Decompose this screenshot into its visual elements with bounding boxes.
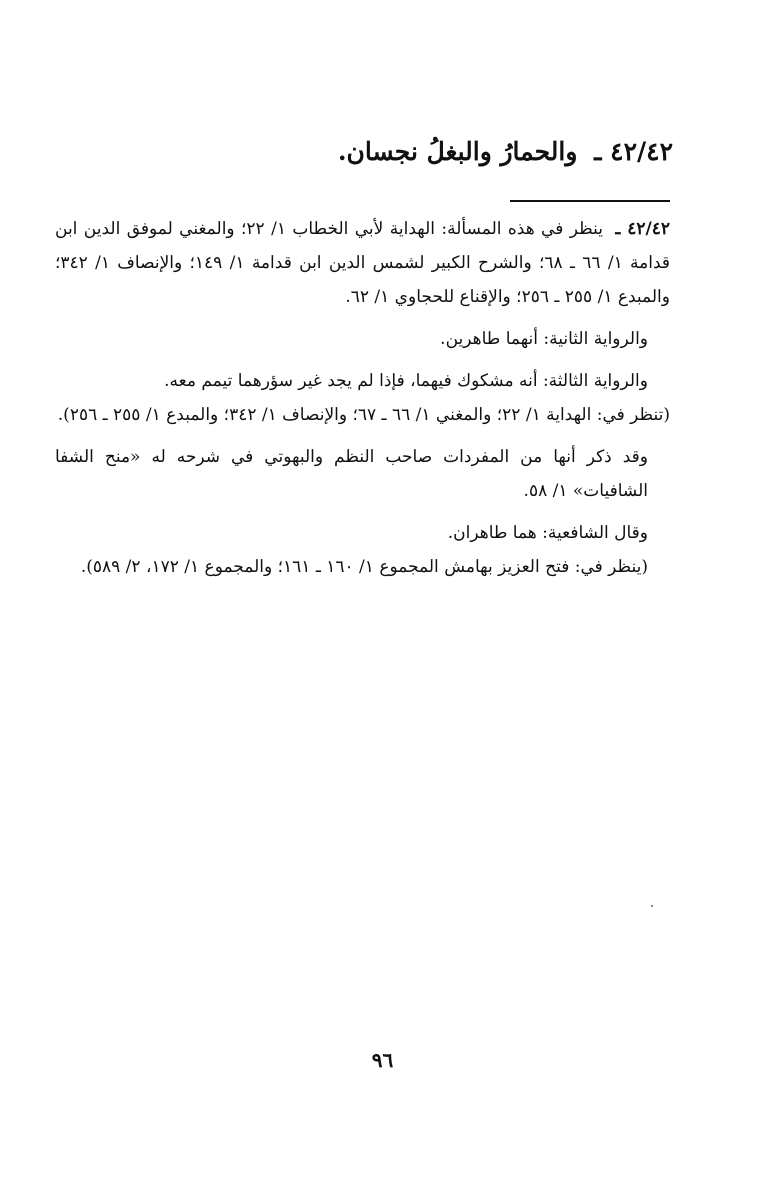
footnote-paragraph-shafii: وقال الشافعية: هما طاهران.: [447, 523, 648, 543]
heading-number: ٤٢/٤٢ ـ: [594, 137, 673, 166]
footnote-paragraph-shafii-references: (ينظر في: فتح العزيز بهامش المجموع ١/ ١٦٠ ـ ١٦١؛ والمجموع ١/ ١٧٢، ٢/ ٥٨٩).: [80, 557, 648, 577]
page-heading: [73, 132, 673, 172]
footnote-paragraph-third-narration: والرواية الثالثة: أنه مشكوك فيهما، فإذا لم يجد غير سؤرهما تيمم معه.: [164, 371, 648, 391]
footnote-main: [55, 212, 670, 314]
footnote-number: ٤٢/٤٢ ـ: [615, 219, 670, 239]
footnote-paragraph-references: (تنظر في: الهداية ١/ ٢٢؛ والمغني ١/ ٦٦ ـ ٦٧؛ والإنصاف ١/ ٣٤٢؛ والمبدع ١/ ٢٥٥ ـ ٢٥٦).: [57, 405, 670, 425]
footnote-paragraph-mufradat: وقد ذكر أنها من المفردات صاحب النظم والبهوتي في شرحه له «منح الشفا الشافيات» ١/ ٥٨.: [55, 447, 648, 501]
footnote-main-text: ينظر في هذه المسألة: الهداية لأبي الخطاب ١/ ٢٢؛ والمغني لموفق الدين ابن قدامة ١/ ٦٦ ـ ٦٨؛ والشرح الكبير لشمس الدين ابن قدامة ١/ ١٤٩؛ والإنصاف ١/ ٣٤٢؛ والمبدع ١/ ٢٥٥ ـ ٢٥٦؛ والإقناع للحجاوي ١/ ٦٢.: [55, 219, 671, 307]
footnote-paragraph-second-narration: والرواية الثانية: أنهما طاهرين.: [440, 329, 648, 349]
heading-text: والحمارُ والبغلُ نجسان.: [337, 137, 578, 166]
page-number: ٩٦: [371, 1048, 394, 1072]
footnotes-section: [55, 212, 670, 584]
footnote-separator: [510, 200, 670, 202]
scan-speck: [651, 905, 653, 907]
